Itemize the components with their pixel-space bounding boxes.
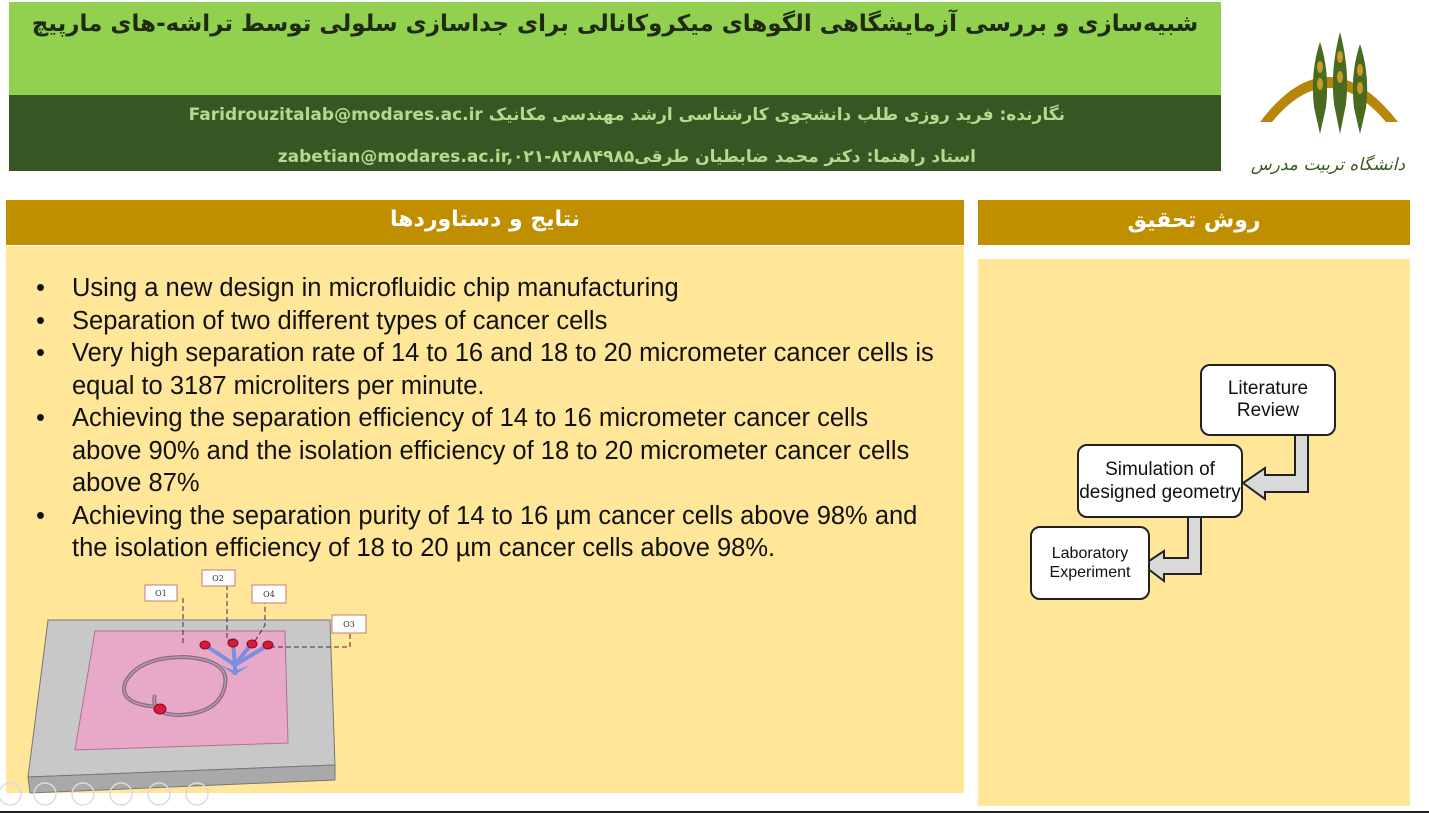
flow-step-simulation: Simulation of designed geometry — [1077, 444, 1243, 518]
outlet-label: O3 — [343, 620, 355, 629]
advisor-line: استاد راهنما: دکتر محمد ضابطیان طرقیzabetian@modares.ac.ir,۰۲۱-۸۲۸۸۴۹۸۵ — [277, 147, 976, 167]
outlet-label: O1 — [155, 589, 167, 598]
prev-icon — [0, 783, 21, 805]
viewer-toolbar[interactable] — [0, 780, 220, 808]
results-item: • Using a new design in microfluidic chip manufacturing — [36, 272, 941, 305]
arrow-left-bent — [1243, 435, 1308, 499]
microfluidic-chip-illustration — [20, 565, 400, 805]
zoom-icon — [148, 783, 170, 805]
method-section-title: روش تحقیق — [1127, 208, 1261, 233]
arrow-left-bent — [1143, 517, 1201, 581]
results-item: • Very high separation rate of 14 to 16 and 18 to 20 micrometer cancer cells is equal to 3187 microliters per minute. — [36, 337, 941, 402]
results-item: • Achieving the separation efficiency of 14 to 16 micrometer cancer cells above 90% and the isolation efficiency of 18 to 20 micrometer cancer cells above 87% — [36, 402, 941, 500]
flow-step-laboratory-experiment: Laboratory Experiment — [1030, 526, 1150, 600]
results-item: • Achieving the separation purity of 14 to 16 µm cancer cells above 98% and the isolation efficiency of 18 to 20 µm cancer cells above 98%. — [36, 500, 941, 565]
results-section-title: نتایج و دستاوردها — [390, 207, 580, 232]
slides-icon — [110, 783, 132, 805]
university-logo-icon — [1248, 22, 1408, 182]
author-line: نگارنده: فرید روزی طلب دانشجوی کارشناسی ارشد مهندسی مکانیک Faridrouzitalab@modares.ac.ir — [188, 105, 1065, 125]
outlet-label: O2 — [212, 574, 224, 583]
flow-step-literature-review: Literature Review — [1200, 364, 1336, 436]
pen-icon — [72, 783, 94, 805]
poster-title: شبیه‌سازی و بررسی آزمایشگاهی الگوهای میکروکانالی برای جداسازی سلولی توسط تراشه-های مارپیچ — [31, 11, 1199, 37]
results-list — [36, 272, 941, 565]
next-icon — [34, 783, 56, 805]
more-icon — [186, 783, 208, 805]
results-item: • Separation of two different types of cancer cells — [36, 305, 941, 338]
logo-text: دانشگاه تربیت مدرس — [1250, 155, 1406, 175]
outlet-label: O4 — [263, 590, 275, 599]
